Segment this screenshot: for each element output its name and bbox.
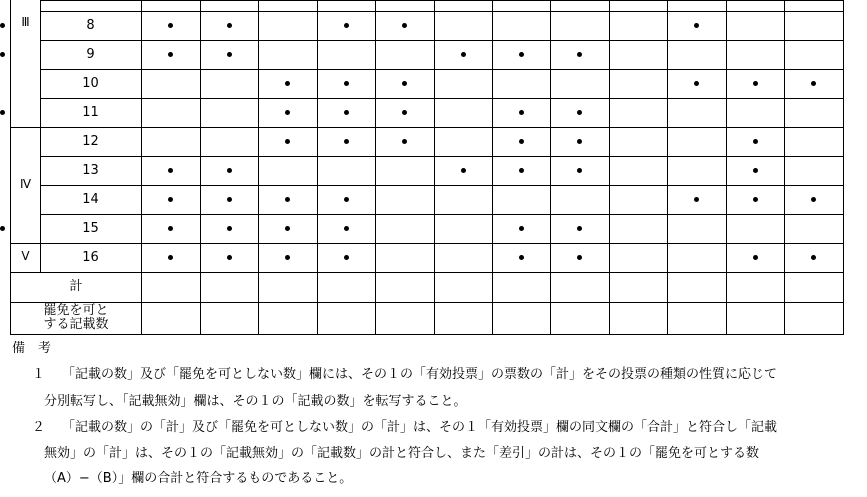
dismissable-count-label-line-2: する記載数 — [43, 317, 109, 332]
note-1-line-2: 分別転写し、「記載無効」欄は、その１の「記載の数」を転写すること。 — [44, 394, 467, 409]
group-label: Ⅴ — [21, 249, 30, 263]
tally-mark — [168, 23, 173, 28]
note-1-line-1: 「記載の数」及び「罷免を可としない数」欄には、その１の「有効投票」の票数の「計」をその投票の種類の性質に応じて — [62, 367, 778, 382]
tally-mark — [461, 52, 466, 57]
tally-mark — [344, 226, 349, 231]
tally-mark — [753, 81, 758, 86]
grid-vline — [141, 0, 142, 335]
tally-mark — [811, 255, 816, 260]
row-number: 13 — [82, 162, 99, 178]
tally-mark — [0, 110, 5, 115]
tally-mark — [519, 110, 524, 115]
tally-mark — [285, 226, 290, 231]
row-number: 8 — [86, 17, 95, 33]
tally-mark — [461, 168, 466, 173]
tally-mark — [227, 197, 232, 202]
total-row-label: 計 — [69, 279, 83, 294]
row-number: 9 — [86, 46, 95, 62]
row-number: 14 — [82, 191, 99, 207]
grid-vline — [784, 0, 785, 335]
tally-mark — [577, 52, 582, 57]
grid-hline — [40, 0, 844, 1]
grid-vline — [434, 0, 435, 335]
grid-vline — [200, 0, 201, 335]
tally-mark — [577, 226, 582, 231]
grid-vline — [667, 0, 668, 335]
grid-hline — [40, 69, 844, 70]
tally-mark — [402, 139, 407, 144]
tally-mark — [344, 23, 349, 28]
tally-mark — [168, 168, 173, 173]
row-number: 15 — [82, 220, 99, 236]
tally-mark — [519, 52, 524, 57]
note-1-number: １ — [32, 367, 46, 382]
grid-vline — [317, 0, 318, 335]
tally-mark — [285, 197, 290, 202]
tally-mark — [519, 168, 524, 173]
tally-mark — [519, 139, 524, 144]
dismissable-count-label-line-1: 罷免を可と — [43, 303, 109, 318]
tally-mark — [694, 197, 699, 202]
tally-mark — [694, 23, 699, 28]
tally-mark — [168, 226, 173, 231]
tally-mark — [227, 168, 232, 173]
group-label: Ⅳ — [19, 177, 32, 191]
tally-mark — [344, 81, 349, 86]
note-2-line-3: （A）−（B）」欄の合計と符合するものであること。 — [44, 471, 353, 486]
tally-mark — [285, 255, 290, 260]
tally-mark — [227, 52, 232, 57]
tally-mark — [811, 197, 816, 202]
dismissable-count-label — [11, 302, 141, 334]
tally-mark — [753, 139, 758, 144]
tally-mark — [694, 81, 699, 86]
grid-vline — [609, 0, 610, 335]
tally-mark — [811, 81, 816, 86]
tally-mark — [227, 23, 232, 28]
group-label: Ⅲ — [21, 15, 30, 29]
tally-mark — [519, 226, 524, 231]
grid-hline — [10, 334, 844, 335]
tally-mark — [0, 226, 5, 231]
tally-mark — [344, 255, 349, 260]
tally-mark — [285, 110, 290, 115]
tally-mark — [285, 81, 290, 86]
tally-mark — [519, 255, 524, 260]
tally-mark — [577, 168, 582, 173]
tally-mark — [753, 197, 758, 202]
tally-mark — [168, 52, 173, 57]
tally-mark — [402, 81, 407, 86]
tally-mark — [753, 255, 758, 260]
row-number: 11 — [82, 104, 99, 120]
grid-hline — [40, 185, 844, 186]
grid-hline — [40, 98, 844, 99]
note-2-line-2: 無効」の「計」は、その１の「記載無効」の「記載数」の計と符合し、また「差引」の計は、その１の「罷免を可とする数 — [44, 446, 760, 461]
tally-mark — [344, 197, 349, 202]
tally-mark — [753, 168, 758, 173]
grid-vline — [726, 0, 727, 335]
tally-mark — [577, 139, 582, 144]
note-2-number: ２ — [32, 420, 46, 435]
grid-hline — [40, 156, 844, 157]
tally-mark — [577, 255, 582, 260]
row-number: 10 — [82, 75, 99, 91]
tally-mark — [577, 110, 582, 115]
grid-vline — [550, 0, 551, 335]
tally-mark — [227, 255, 232, 260]
tally-mark — [402, 23, 407, 28]
grid-vline — [843, 0, 844, 335]
tally-mark — [344, 139, 349, 144]
grid-vline — [375, 0, 376, 335]
grid-hline — [40, 40, 844, 41]
grid-vline — [492, 0, 493, 335]
row-number: 12 — [82, 133, 99, 149]
grid-hline — [40, 11, 844, 12]
tally-mark — [0, 52, 5, 57]
tally-mark — [344, 110, 349, 115]
notes-heading: 備 考 — [12, 341, 52, 356]
tally-mark — [168, 255, 173, 260]
row-number: 16 — [82, 249, 99, 265]
tally-mark — [168, 197, 173, 202]
tally-mark — [0, 23, 5, 28]
tally-mark — [285, 139, 290, 144]
note-2-line-1: 「記載の数」の「計」及び「罷免を可としない数」の「計」は、その１「有効投票」欄の同文欄の「合計」と符合し「記載 — [62, 420, 778, 435]
grid-vline — [258, 0, 259, 335]
tally-mark — [402, 110, 407, 115]
grid-hline — [40, 214, 844, 215]
tally-mark — [227, 226, 232, 231]
